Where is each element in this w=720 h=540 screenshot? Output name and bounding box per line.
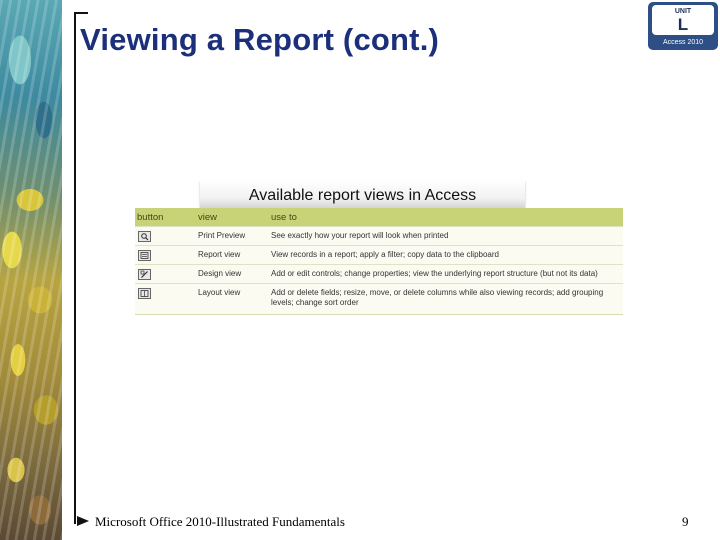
report-view-icon (138, 250, 151, 261)
table-row (135, 226, 623, 246)
unit-badge (648, 2, 718, 50)
table-row (135, 245, 623, 265)
header-view: view (198, 212, 218, 223)
view-name: Print Preview (198, 231, 246, 240)
unit-badge-label (652, 5, 714, 35)
footer-text: Microsoft Office 2010-Illustrated Fundamentals (95, 514, 345, 529)
page-title: Viewing a Report (cont.) (80, 22, 440, 57)
unit-letter: L (677, 15, 689, 34)
layout-view-icon (138, 288, 151, 299)
table-caption: Available report views in Access (200, 180, 525, 210)
design-view-icon (138, 269, 151, 280)
header-use: use to (271, 212, 297, 223)
view-name: Layout view (198, 288, 241, 297)
table-row (135, 264, 623, 284)
top-rule (74, 12, 88, 14)
report-views-table (135, 208, 623, 315)
table-header (135, 208, 623, 226)
view-name: Report view (198, 250, 241, 259)
print-preview-icon (138, 231, 151, 242)
footer-arrow-icon (77, 516, 89, 526)
table-row (135, 283, 623, 315)
view-use: See exactly how your report will look when printed (271, 231, 449, 240)
view-name: Design view (198, 269, 242, 278)
left-rule (74, 12, 76, 524)
view-use: View records in a report; apply a filter; copy data to the clipboard (271, 250, 499, 259)
view-use: Add or delete fields; resize, move, or delete columns while also viewing records; add grouping levels; change sort order (271, 288, 604, 307)
page-number: 9 (682, 514, 689, 529)
header-button: button (137, 212, 164, 223)
unit-label: UNIT (674, 8, 692, 15)
product-label: Access 2010 (662, 39, 704, 46)
decorative-side-strip (0, 0, 62, 540)
view-use: Add or edit controls; change properties; view the underlying report structure (but not its data) (271, 269, 598, 278)
